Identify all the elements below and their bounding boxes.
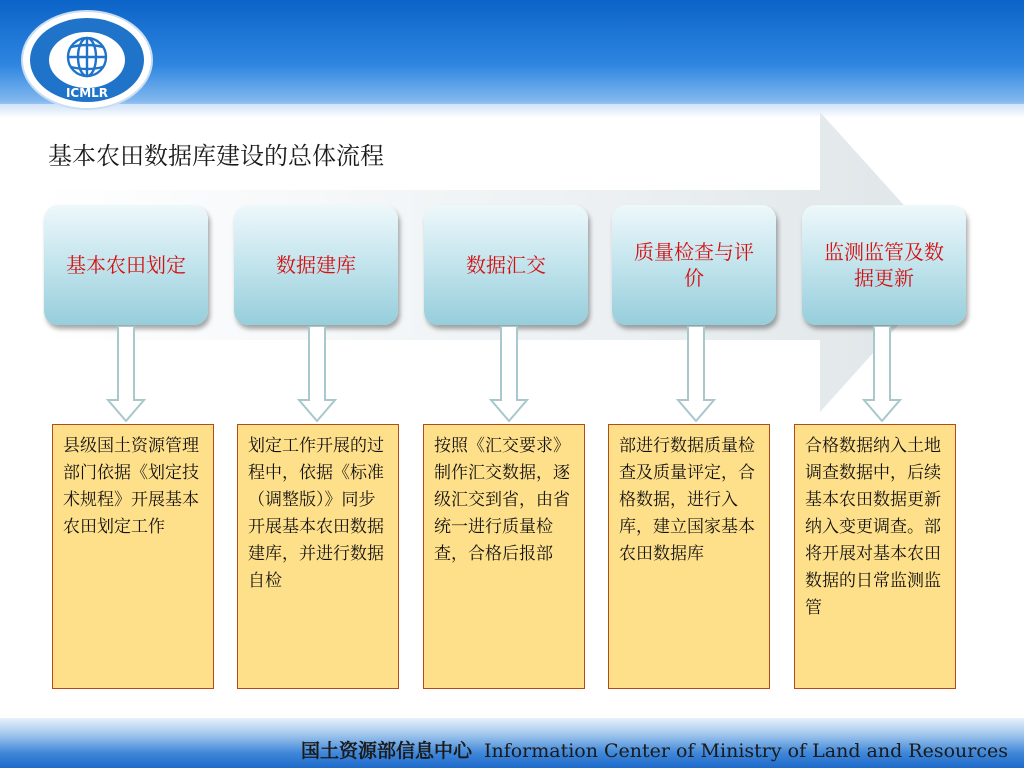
logo	[20, 10, 155, 110]
step-description-3: 按照《汇交要求》制作汇交数据，逐级汇交到省，由省统一进行质量检查，合格后报部	[423, 424, 585, 689]
step-box-3	[424, 205, 588, 325]
step-description-5: 合格数据纳入土地调查数据中，后续基本农田数据更新纳入变更调查。部将开展对基本农田数据的日常监测监管	[794, 424, 956, 689]
step-label: 数据汇交	[466, 253, 546, 277]
footer-org-cn: 国土资源部信息中心	[300, 740, 472, 762]
down-arrow-icon	[297, 326, 337, 422]
step-label: 数据建库	[276, 253, 356, 277]
step-box-4	[612, 205, 776, 325]
footer-org-en: Information Center of Ministry of Land and Resources	[483, 740, 1008, 762]
down-arrow-icon	[862, 326, 902, 422]
footer-text	[301, 736, 1008, 763]
down-arrow-icon	[676, 326, 716, 422]
step-box-2	[234, 205, 398, 325]
step-description-1: 县级国土资源管理部门依据《划定技术规程》开展基本农田划定工作	[52, 424, 214, 689]
step-label: 质量检查与评价	[634, 240, 754, 290]
step-box-1	[44, 205, 208, 325]
page-title: 基本农田数据库建设的总体流程	[48, 142, 384, 170]
down-arrow-icon	[489, 326, 529, 422]
step-description-2: 划定工作开展的过程中，依据《标准（调整版）》同步开展基本农田数据建库，并进行数据自检	[237, 424, 399, 689]
step-description-4: 部进行数据质量检查及质量评定，合格数据，进行入库，建立国家基本农田数据库	[608, 424, 770, 689]
svg-text:ICMLR: ICMLR	[65, 86, 109, 100]
step-box-5	[802, 205, 966, 325]
step-label: 基本农田划定	[66, 253, 186, 277]
down-arrow-icon	[106, 326, 146, 422]
step-label: 监测监管及数据更新	[824, 240, 944, 290]
